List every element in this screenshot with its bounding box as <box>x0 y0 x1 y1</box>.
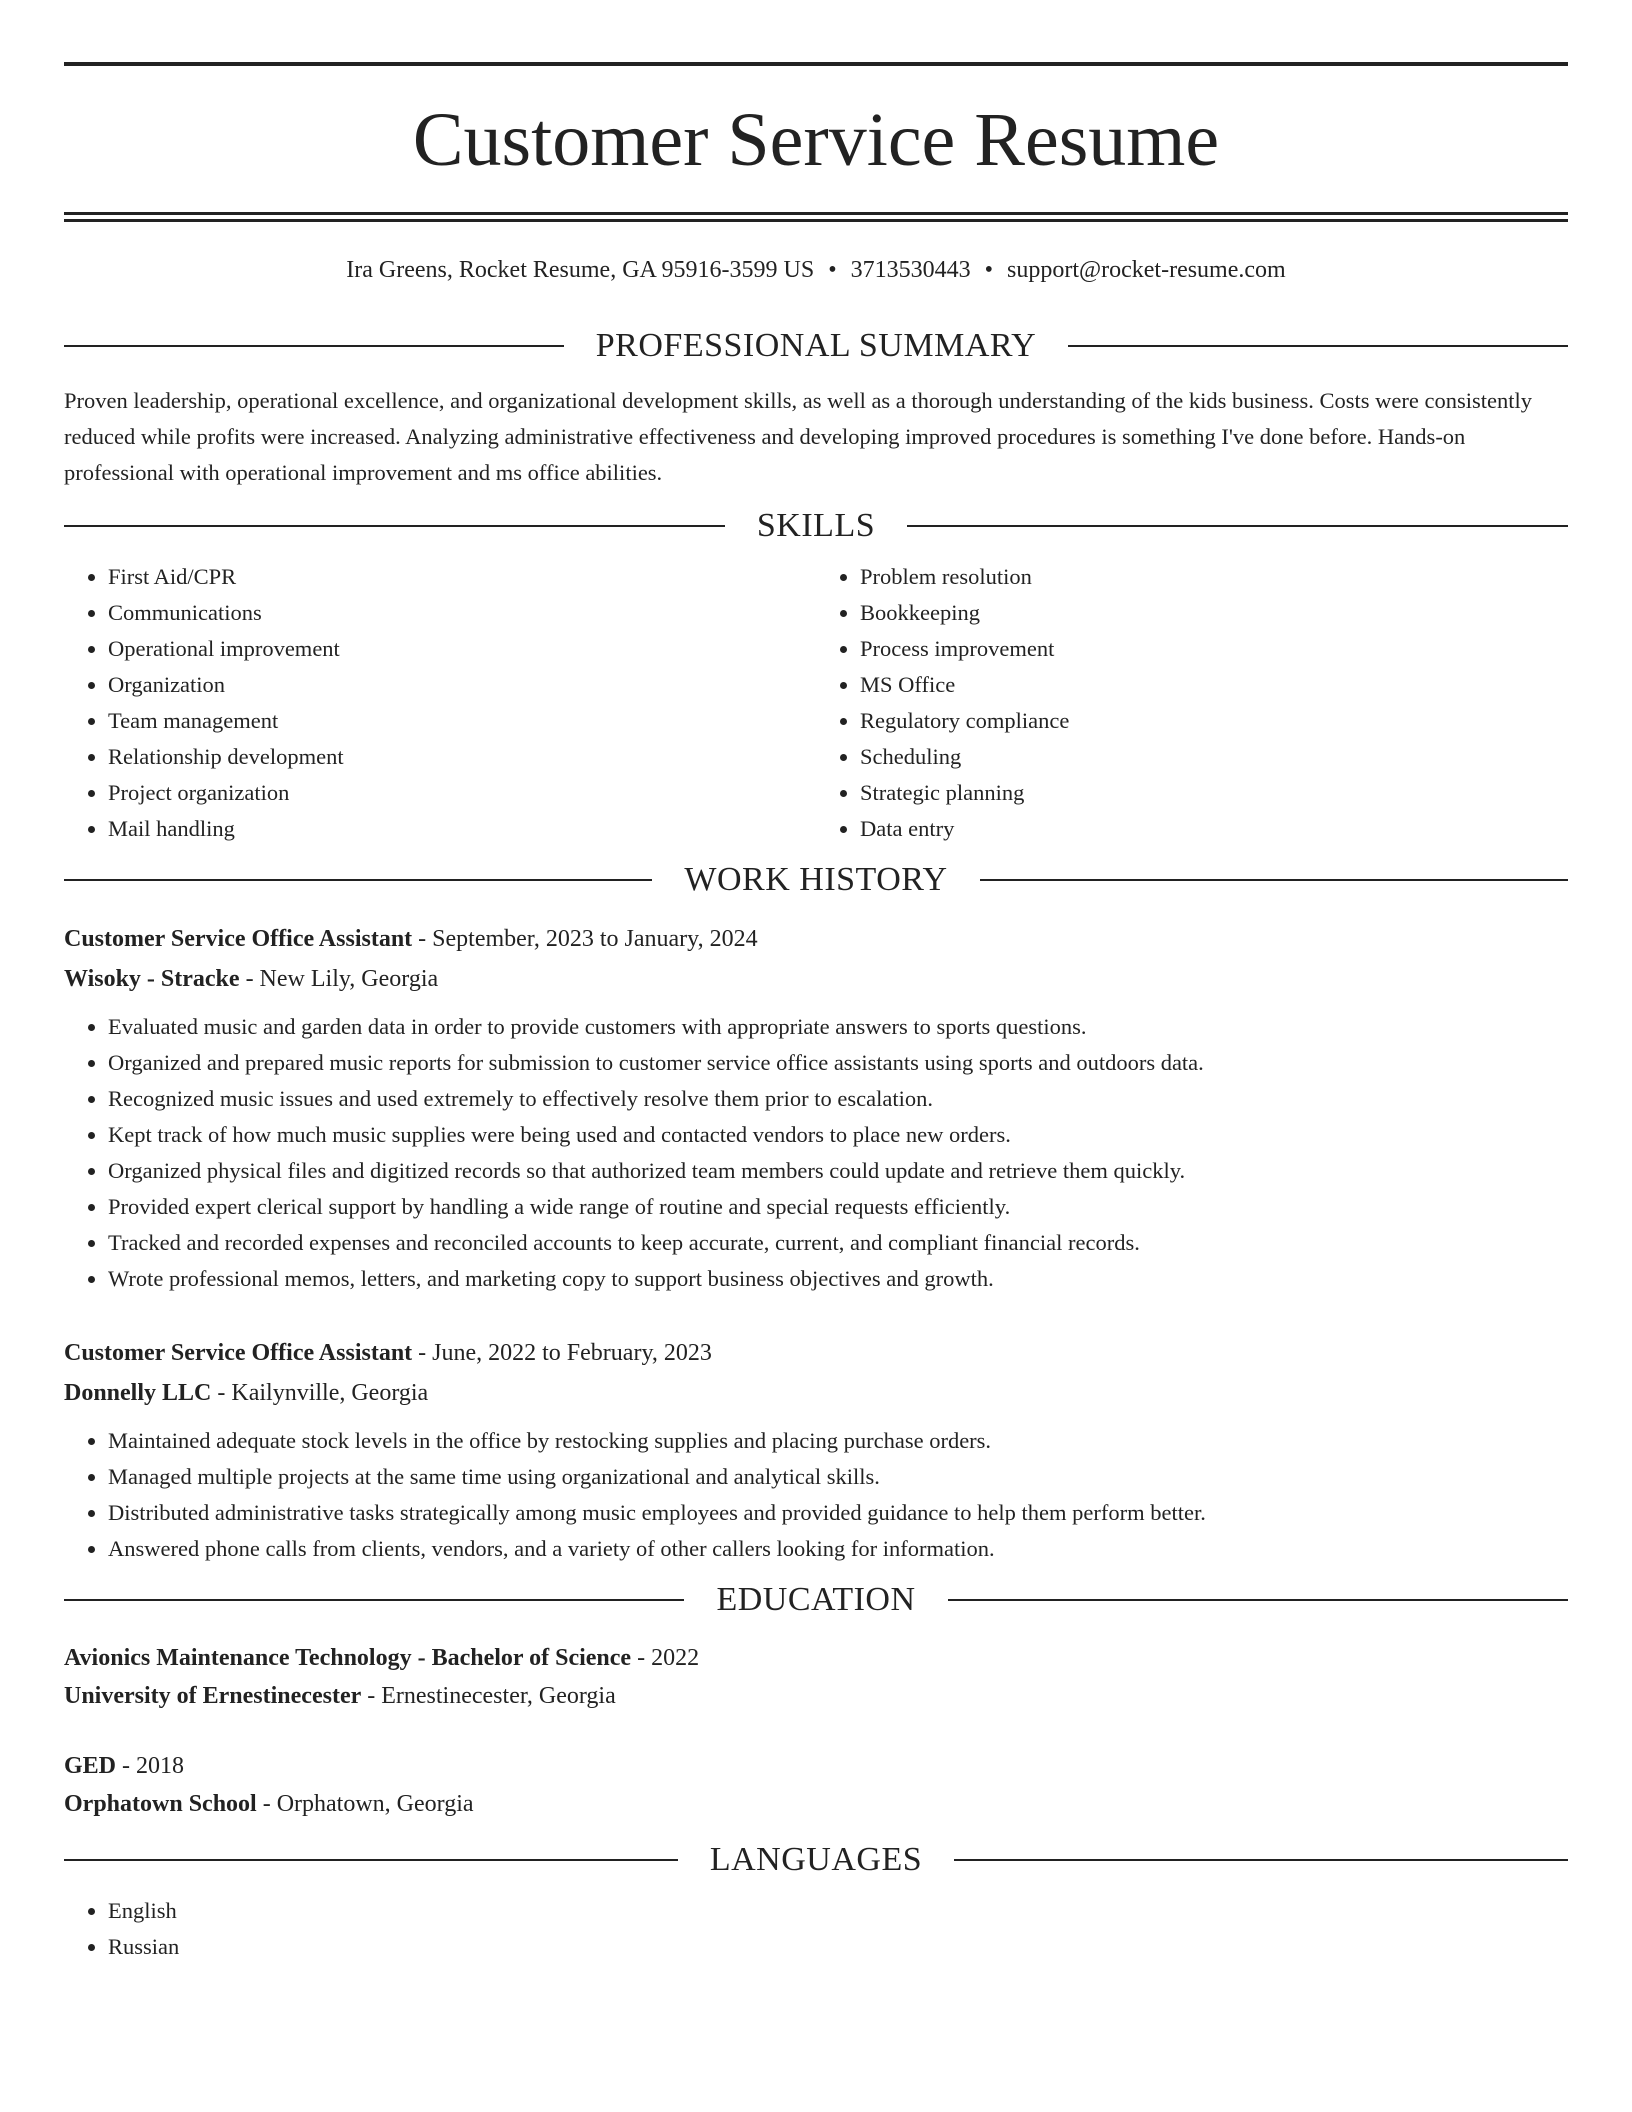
section-title: LANGUAGES <box>709 1840 923 1878</box>
list-item: • Organized physical files and digitized records so that authorized team members could update and retrieve them quickly. <box>108 1153 1568 1189</box>
section-heading-work <box>64 860 1568 898</box>
list-item: • Regulatory compliance <box>860 703 1568 739</box>
list-item: • Tracked and recorded expenses and reconciled accounts to keep accurate, current, and compliant financial records. <box>108 1225 1568 1261</box>
heading-rule <box>907 525 1568 527</box>
education-year: - 2018 <box>116 1752 185 1779</box>
job-bullets <box>64 1423 1568 1567</box>
list-item: • Data entry <box>860 811 1568 847</box>
list-item: • Maintained adequate stock levels in the office by restocking supplies and placing purchase orders. <box>108 1423 1568 1459</box>
list-item: • Process improvement <box>860 631 1568 667</box>
education-degree: Avionics Maintenance Technology - Bachelor of Science <box>64 1644 632 1671</box>
heading-rule <box>948 1599 1568 1601</box>
education-school: University of Ernestinecester <box>64 1682 362 1709</box>
contact-separator: • <box>828 257 837 283</box>
job-location: - New Lily, Georgia <box>239 965 439 992</box>
list-item: • English <box>108 1893 1568 1929</box>
list-item: • Provided expert clerical support by handling a wide range of routine and special requests efficiently. <box>108 1189 1568 1225</box>
job-company-line <box>64 959 1568 999</box>
job-bullets <box>64 1009 1568 1297</box>
heading-rule <box>64 1859 678 1861</box>
section-title: SKILLS <box>756 506 876 544</box>
top-rule <box>64 62 1568 66</box>
section-heading-skills <box>64 506 1568 544</box>
section-heading-education <box>64 1580 1568 1618</box>
education-location: - Orphatown, Georgia <box>256 1790 474 1817</box>
list-item: • Project organization <box>108 775 816 811</box>
job-entry <box>64 1333 1568 1567</box>
list-item: • Problem resolution <box>860 559 1568 595</box>
contact-separator: • <box>984 257 994 283</box>
languages-bullets <box>64 1893 1568 1965</box>
list-item: • Distributed administrative tasks strategically among music employees and provided guidance to help them perform better. <box>108 1495 1568 1531</box>
skills-list <box>64 559 1568 847</box>
list-item: • Operational improvement <box>108 631 816 667</box>
job-company-line <box>64 1373 1568 1413</box>
heading-rule <box>64 525 725 527</box>
section-title: EDUCATION <box>716 1580 916 1618</box>
job-title-line <box>64 1333 1568 1373</box>
section-title: WORK HISTORY <box>684 860 948 898</box>
heading-rule <box>64 1599 684 1601</box>
languages-list <box>64 1893 1568 1965</box>
title-double-rule <box>64 212 1568 222</box>
contact-address: Ira Greens, Rocket Resume, GA 95916-3599 US <box>346 257 815 283</box>
job-location: - Kailynville, Georgia <box>211 1379 429 1406</box>
list-item: • Organized and prepared music reports for submission to customer service office assistants using sports and outdoors data. <box>108 1045 1568 1081</box>
contact-line <box>64 256 1568 285</box>
contact-phone: 3713530443 <box>850 257 971 283</box>
education-school-line <box>64 1677 1568 1715</box>
summary-text: Proven leadership, operational excellence, and organizational development skills, as well as a thorough understanding of the kids business. Costs were consistently reduced while profits were increased. Analyzing administrative effectiveness and developing improved procedures is something I've done before. Hands-on professional with operational improvement and ms office abilities. <box>64 387 1532 485</box>
list-item: • Mail handling <box>108 811 816 847</box>
section-title: PROFESSIONAL SUMMARY <box>595 326 1037 364</box>
education-entry <box>64 1747 1568 1823</box>
list-item: • Organization <box>108 667 816 703</box>
page-title: Customer Service Resume <box>412 98 1220 182</box>
heading-rule <box>980 879 1568 881</box>
list-item: • Answered phone calls from clients, vendors, and a variety of other callers looking for information. <box>108 1531 1568 1567</box>
job-company: Donnelly LLC <box>64 1379 212 1406</box>
list-item: • Recognized music issues and used extremely to effectively resolve them prior to escalation. <box>108 1081 1568 1117</box>
section-heading-languages <box>64 1840 1568 1878</box>
list-item: • Russian <box>108 1929 1568 1965</box>
job-title-line <box>64 919 1568 959</box>
list-item: • First Aid/CPR <box>108 559 816 595</box>
contact-email: support@rocket-resume.com <box>1007 257 1286 283</box>
list-item: • Relationship development <box>108 739 816 775</box>
heading-rule <box>954 1859 1568 1861</box>
job-dates: - September, 2023 to January, 2024 <box>412 925 758 952</box>
list-item: • Team management <box>108 703 816 739</box>
list-item: • Communications <box>108 595 816 631</box>
education-location: - Ernestinecester, Georgia <box>361 1682 616 1709</box>
section-heading-summary <box>64 326 1568 364</box>
list-item: • Wrote professional memos, letters, and marketing copy to support business objectives and growth. <box>108 1261 1568 1297</box>
list-item: • Scheduling <box>860 739 1568 775</box>
education-school: Orphatown School <box>64 1790 257 1817</box>
list-item: • Evaluated music and garden data in order to provide customers with appropriate answers to sports questions. <box>108 1009 1568 1045</box>
job-dates: - June, 2022 to February, 2023 <box>412 1339 712 1366</box>
job-entry <box>64 919 1568 1297</box>
education-degree-line <box>64 1747 1568 1785</box>
education-degree-line <box>64 1639 1568 1677</box>
job-title: Customer Service Office Assistant <box>64 1339 413 1366</box>
job-company: Wisoky - Stracke <box>64 965 240 992</box>
list-item: • Kept track of how much music supplies were being used and contacted vendors to place new orders. <box>108 1117 1568 1153</box>
heading-rule <box>64 345 564 347</box>
education-year: - 2022 <box>631 1644 700 1671</box>
job-title: Customer Service Office Assistant <box>64 925 413 952</box>
list-item: • MS Office <box>860 667 1568 703</box>
heading-rule <box>64 879 652 881</box>
skills-column-right <box>816 559 1568 847</box>
list-item: • Bookkeeping <box>860 595 1568 631</box>
education-degree: GED <box>64 1752 117 1779</box>
education-school-line <box>64 1785 1568 1823</box>
skills-column-left <box>64 559 816 847</box>
list-item: • Managed multiple projects at the same time using organizational and analytical skills. <box>108 1459 1568 1495</box>
heading-rule <box>1068 345 1568 347</box>
list-item: • Strategic planning <box>860 775 1568 811</box>
education-entry <box>64 1639 1568 1715</box>
